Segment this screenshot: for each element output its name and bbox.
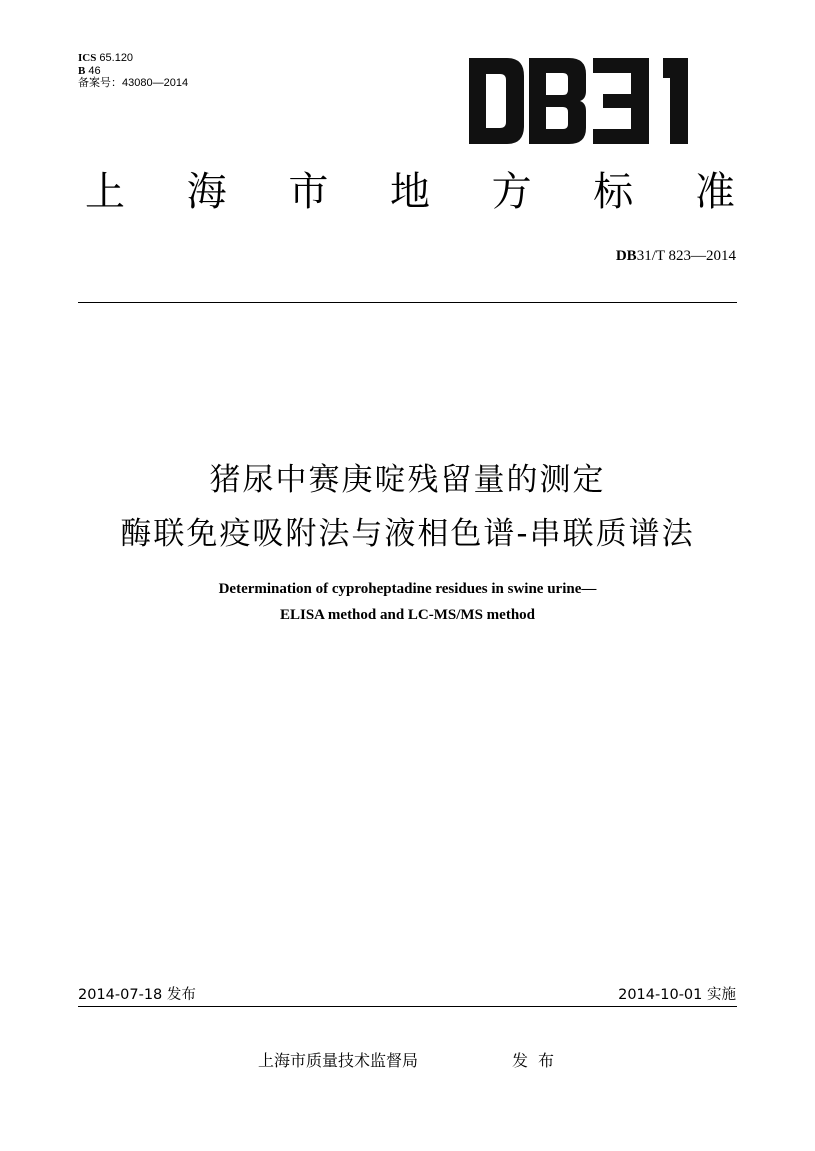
title-en-line1: Determination of cyproheptadine residues in swine urine— xyxy=(218,581,597,597)
record-number: 备案号：43080—2014 xyxy=(78,77,189,89)
standard-type-title xyxy=(85,168,735,216)
standard-type-char: 海 xyxy=(186,169,227,215)
ics-code: ICS 65.120 xyxy=(78,52,134,64)
title-cn-line2: 酶联免疫吸附法与液相色谱-串联质谱法 xyxy=(120,516,695,552)
standard-type-char: 地 xyxy=(389,169,430,215)
issue-date: 2014-07-18 发布 xyxy=(78,987,196,1003)
standard-type-char: 市 xyxy=(288,169,329,215)
title-cn-line1: 猪尿中赛庚啶残留量的测定 xyxy=(209,462,606,498)
standard-type-char: 准 xyxy=(694,169,735,215)
implementation-date: 2014-10-01 实施 xyxy=(618,987,736,1003)
standard-type-char: 方 xyxy=(491,169,532,215)
footer-divider xyxy=(78,1006,737,1007)
standard-number: DB31/T 823—2014 xyxy=(615,248,736,264)
document-meta xyxy=(78,52,188,90)
header-divider xyxy=(78,302,737,303)
publisher-action: 发布 xyxy=(512,1051,565,1070)
standard-type-char: 标 xyxy=(593,169,634,215)
publisher-name: 上海市质量技术监督局 xyxy=(258,1051,419,1070)
standard-type-char: 上 xyxy=(85,169,125,215)
db31-logo xyxy=(469,58,695,144)
classification-code: B 46 xyxy=(78,64,101,77)
title-en-line2: ELISA method and LC-MS/MS method xyxy=(279,607,536,623)
